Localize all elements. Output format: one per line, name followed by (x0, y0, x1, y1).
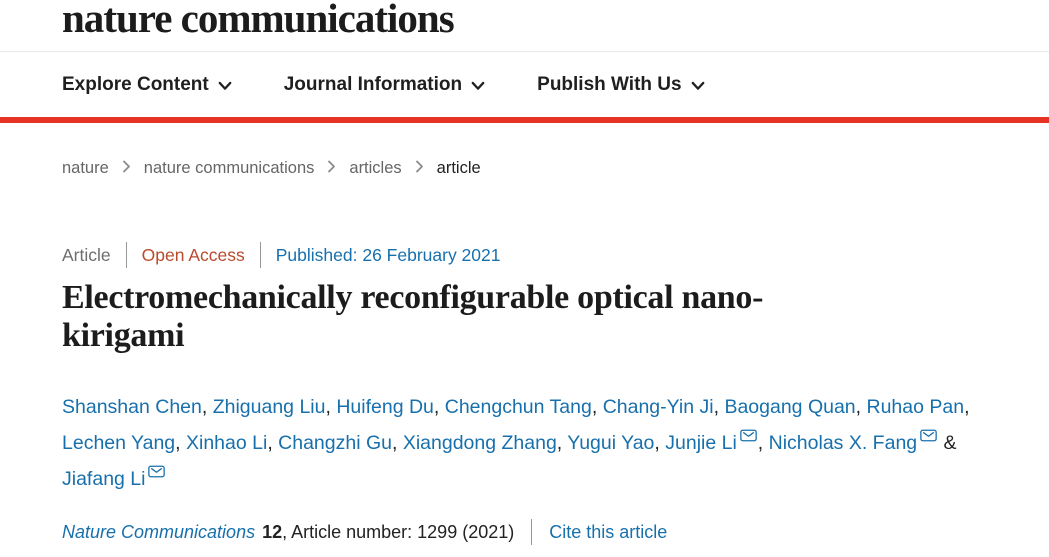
nav-explore-content-label: Explore Content (62, 73, 209, 95)
author-link[interactable]: Ruhao Pan (866, 396, 965, 418)
author-line (62, 425, 962, 461)
author-separator: & (938, 432, 957, 454)
article-title (62, 279, 962, 355)
author-link[interactable]: Zhiguang Liu (212, 396, 326, 418)
nav-publish-with-us-label: Publish With Us (537, 73, 682, 95)
nav-publish-with-us[interactable] (537, 74, 704, 96)
breadcrumb-chevron-icon (327, 160, 336, 173)
open-access-label: Open Access (141, 245, 245, 265)
volume-number: 12 (262, 522, 283, 542)
author-separator: , (591, 396, 603, 418)
journal-name-link[interactable]: Nature Communications (62, 522, 256, 542)
author-link[interactable]: Shanshan Chen (62, 396, 202, 418)
breadcrumb-articles[interactable]: articles (349, 159, 402, 177)
author-separator: , (433, 396, 445, 418)
author-separator: , (267, 432, 279, 454)
author-link[interactable]: Nicholas X. Fang (768, 432, 918, 454)
email-envelope-icon (148, 465, 165, 478)
author-separator: , (556, 432, 568, 454)
article-title-line2: kirigami (62, 317, 185, 354)
chevron-down-icon (471, 81, 485, 91)
nav-explore-content[interactable] (62, 74, 232, 96)
author-separator: , (964, 396, 970, 418)
author-link[interactable]: Baogang Quan (724, 396, 856, 418)
author-separator: , (175, 432, 186, 454)
email-envelope-icon (920, 429, 937, 442)
author-email-link[interactable] (740, 432, 757, 454)
citation-divider (531, 519, 532, 545)
author-link[interactable]: Chang-Yin Ji (602, 396, 714, 418)
journal-logo[interactable]: nature communications (62, 0, 454, 41)
author-link[interactable]: Xinhao Li (185, 432, 268, 454)
brand-red-rule (0, 117, 1049, 123)
article-type-label: Article (62, 245, 111, 265)
site-header (0, 0, 1049, 123)
author-line (62, 461, 962, 497)
breadcrumb (62, 157, 1049, 179)
author-link[interactable]: Lechen Yang (62, 432, 176, 454)
nav-journal-information[interactable] (284, 74, 485, 96)
author-list (62, 389, 970, 497)
email-envelope-icon (740, 429, 757, 442)
author-separator: , (391, 432, 403, 454)
nav-journal-information-label: Journal Information (283, 73, 463, 95)
breadcrumb-chevron-icon (122, 160, 131, 173)
author-separator: , (713, 396, 725, 418)
author-separator: , (201, 396, 213, 418)
author-link[interactable]: Yugui Yao (567, 432, 655, 454)
author-link[interactable]: Jiafang Li (62, 468, 146, 490)
article-header-section (62, 241, 970, 545)
meta-divider (260, 242, 261, 268)
author-email-link[interactable] (148, 468, 165, 490)
published-date: Published: 26 February 2021 (275, 245, 501, 265)
author-link[interactable]: Xiangdong Zhang (402, 432, 557, 454)
breadcrumb-chevron-icon (415, 160, 424, 173)
logo-bar (0, 0, 1049, 52)
author-separator: , (757, 432, 769, 454)
chevron-down-icon (218, 81, 232, 91)
author-email-link[interactable] (920, 432, 937, 454)
cite-this-article-link[interactable]: Cite this article (549, 522, 668, 542)
author-separator: , (855, 396, 867, 418)
citation-row (62, 519, 962, 545)
chevron-down-icon (691, 81, 705, 91)
author-link[interactable]: Changzhi Gu (278, 432, 392, 454)
breadcrumb-article-current: article (436, 159, 481, 177)
author-link[interactable]: Junjie Li (665, 432, 737, 454)
breadcrumb-nature[interactable]: nature (62, 159, 109, 177)
author-separator: , (325, 396, 337, 418)
article-number-text: , Article number: 1299 (2021) (282, 522, 515, 542)
author-link[interactable]: Chengchun Tang (444, 396, 592, 418)
author-link[interactable]: Huifeng Du (336, 396, 434, 418)
breadcrumb-nature-communications[interactable]: nature communications (143, 159, 315, 177)
author-separator: , (654, 432, 666, 454)
author-line (62, 389, 970, 425)
article-meta-row (62, 241, 962, 269)
main-nav (0, 52, 1049, 117)
meta-divider (126, 242, 127, 268)
article-title-line1: Electromechanically reconfigurable optical nano- (62, 279, 764, 316)
